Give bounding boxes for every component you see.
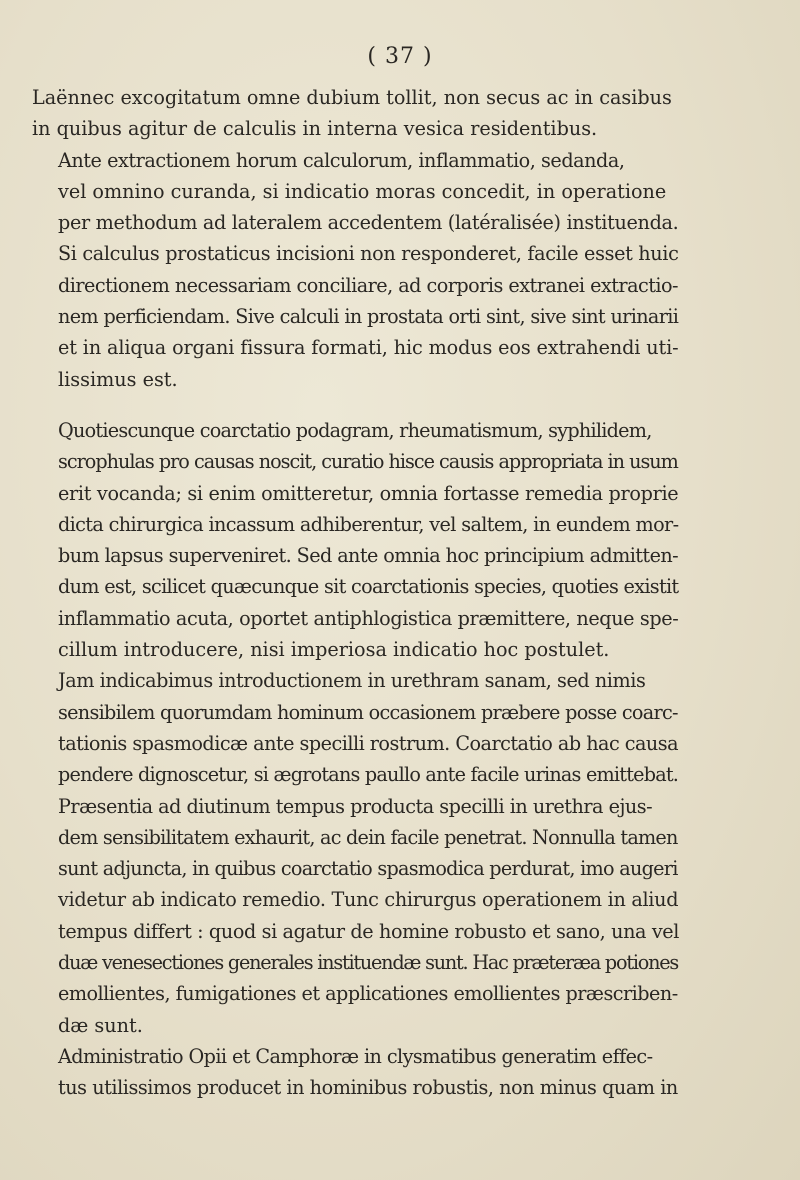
text-line: dem sensibilitatem exhaurit, ac dein facile penetrat. Nonnulla tamen	[58, 825, 678, 849]
text-line: cillum introducere, nisi imperiosa indicatio hoc postulet.	[58, 638, 610, 662]
text-line: sensibilem quorumdam hominum occasionem præbere posse coarc-	[58, 700, 678, 724]
text-line: duæ venesectiones generales instituendæ sunt. Hac præteræa potiones	[58, 951, 679, 975]
paragraph	[32, 415, 678, 665]
text-line: lissimus est.	[58, 367, 178, 391]
text-line: Præsentia ad diutinum tempus producta specilli in urethra ejus-	[58, 794, 653, 818]
text-line: Laënnec excogitatum omne dubium tollit, non secus ac in casibus	[32, 86, 672, 109]
text-line: videtur ab indicato remedio. Tunc chirurgus operationem in aliud	[58, 888, 679, 912]
text-line: nem perficiendam. Sive calculi in prostata orti sint, sive sint urinarii	[58, 305, 679, 329]
text-line: in quibus agitur de calculis in interna vesica residentibus.	[32, 117, 598, 141]
page-number: ( 37 )	[367, 44, 433, 69]
text-line: tationis spasmodicæ ante specilli rostrum. Coarctatio ab hac causa	[58, 731, 679, 755]
text-line: Administratio Opii et Camphoræ in clysmatibus generatim effec-	[58, 1044, 653, 1068]
paragraph	[32, 145, 678, 395]
paragraph	[32, 665, 678, 790]
paragraph	[32, 1041, 678, 1104]
text-line: dicta chirurgica incassum adhiberentur, vel saltem, in eundem mor-	[58, 512, 679, 536]
text-line: Quotiescunque coarctatio podagram, rheumatismum, syphilidem,	[58, 418, 652, 442]
text-line: et in aliqua organi fissura formati, hic modus eos extrahendi uti-	[58, 336, 679, 360]
text-line: inflammatio acuta, oportet antiphlogistica præmittere, neque spe-	[58, 606, 679, 630]
text-line: Jam indicabimus introductionem in urethram sanam, sed nimis	[58, 669, 646, 693]
body-text	[32, 82, 678, 1104]
paragraph	[32, 82, 678, 145]
text-line: scrophulas pro causas noscit, curatio hisce causis appropriata in usum	[58, 450, 678, 474]
text-line: dæ sunt.	[58, 1013, 143, 1037]
text-line: tempus differt : quod si agatur de homine robusto et sano, una vel	[58, 919, 680, 943]
text-line: directionem necessariam conciliare, ad corporis extranei extractio-	[58, 273, 679, 297]
text-line: Ante extractionem horum calculorum, inflammatio, sedanda,	[58, 148, 625, 172]
text-line: dum est, scilicet quæcunque sit coarctationis species, quoties existit	[58, 575, 679, 599]
text-line: per methodum ad lateralem accedentem (latéralisée) instituenda.	[58, 211, 679, 235]
text-line: tus utilissimos producet in hominibus robustis, non minus quam in	[58, 1076, 678, 1100]
text-line: bum lapsus superveniret. Sed ante omnia hoc principium admitten-	[58, 544, 679, 568]
paragraph-gap	[32, 395, 678, 415]
text-line: erit vocanda; si enim omitteretur, omnia fortasse remedia proprie	[58, 481, 679, 505]
text-line: Si calculus prostaticus incisioni non responderet, facile esset huic	[58, 242, 679, 266]
text-line: sunt adjuncta, in quibus coarctatio spasmodica perdurat, imo augeri	[58, 857, 678, 881]
text-line: emollientes, fumigationes et applicationes emollientes præscriben-	[58, 982, 678, 1006]
paragraph	[32, 791, 678, 1041]
text-line: vel omnino curanda, si indicatio moras concedit, in operatione	[58, 179, 667, 203]
text-line: pendere dignoscetur, si ægrotans paullo ante facile urinas emittebat.	[58, 763, 679, 787]
